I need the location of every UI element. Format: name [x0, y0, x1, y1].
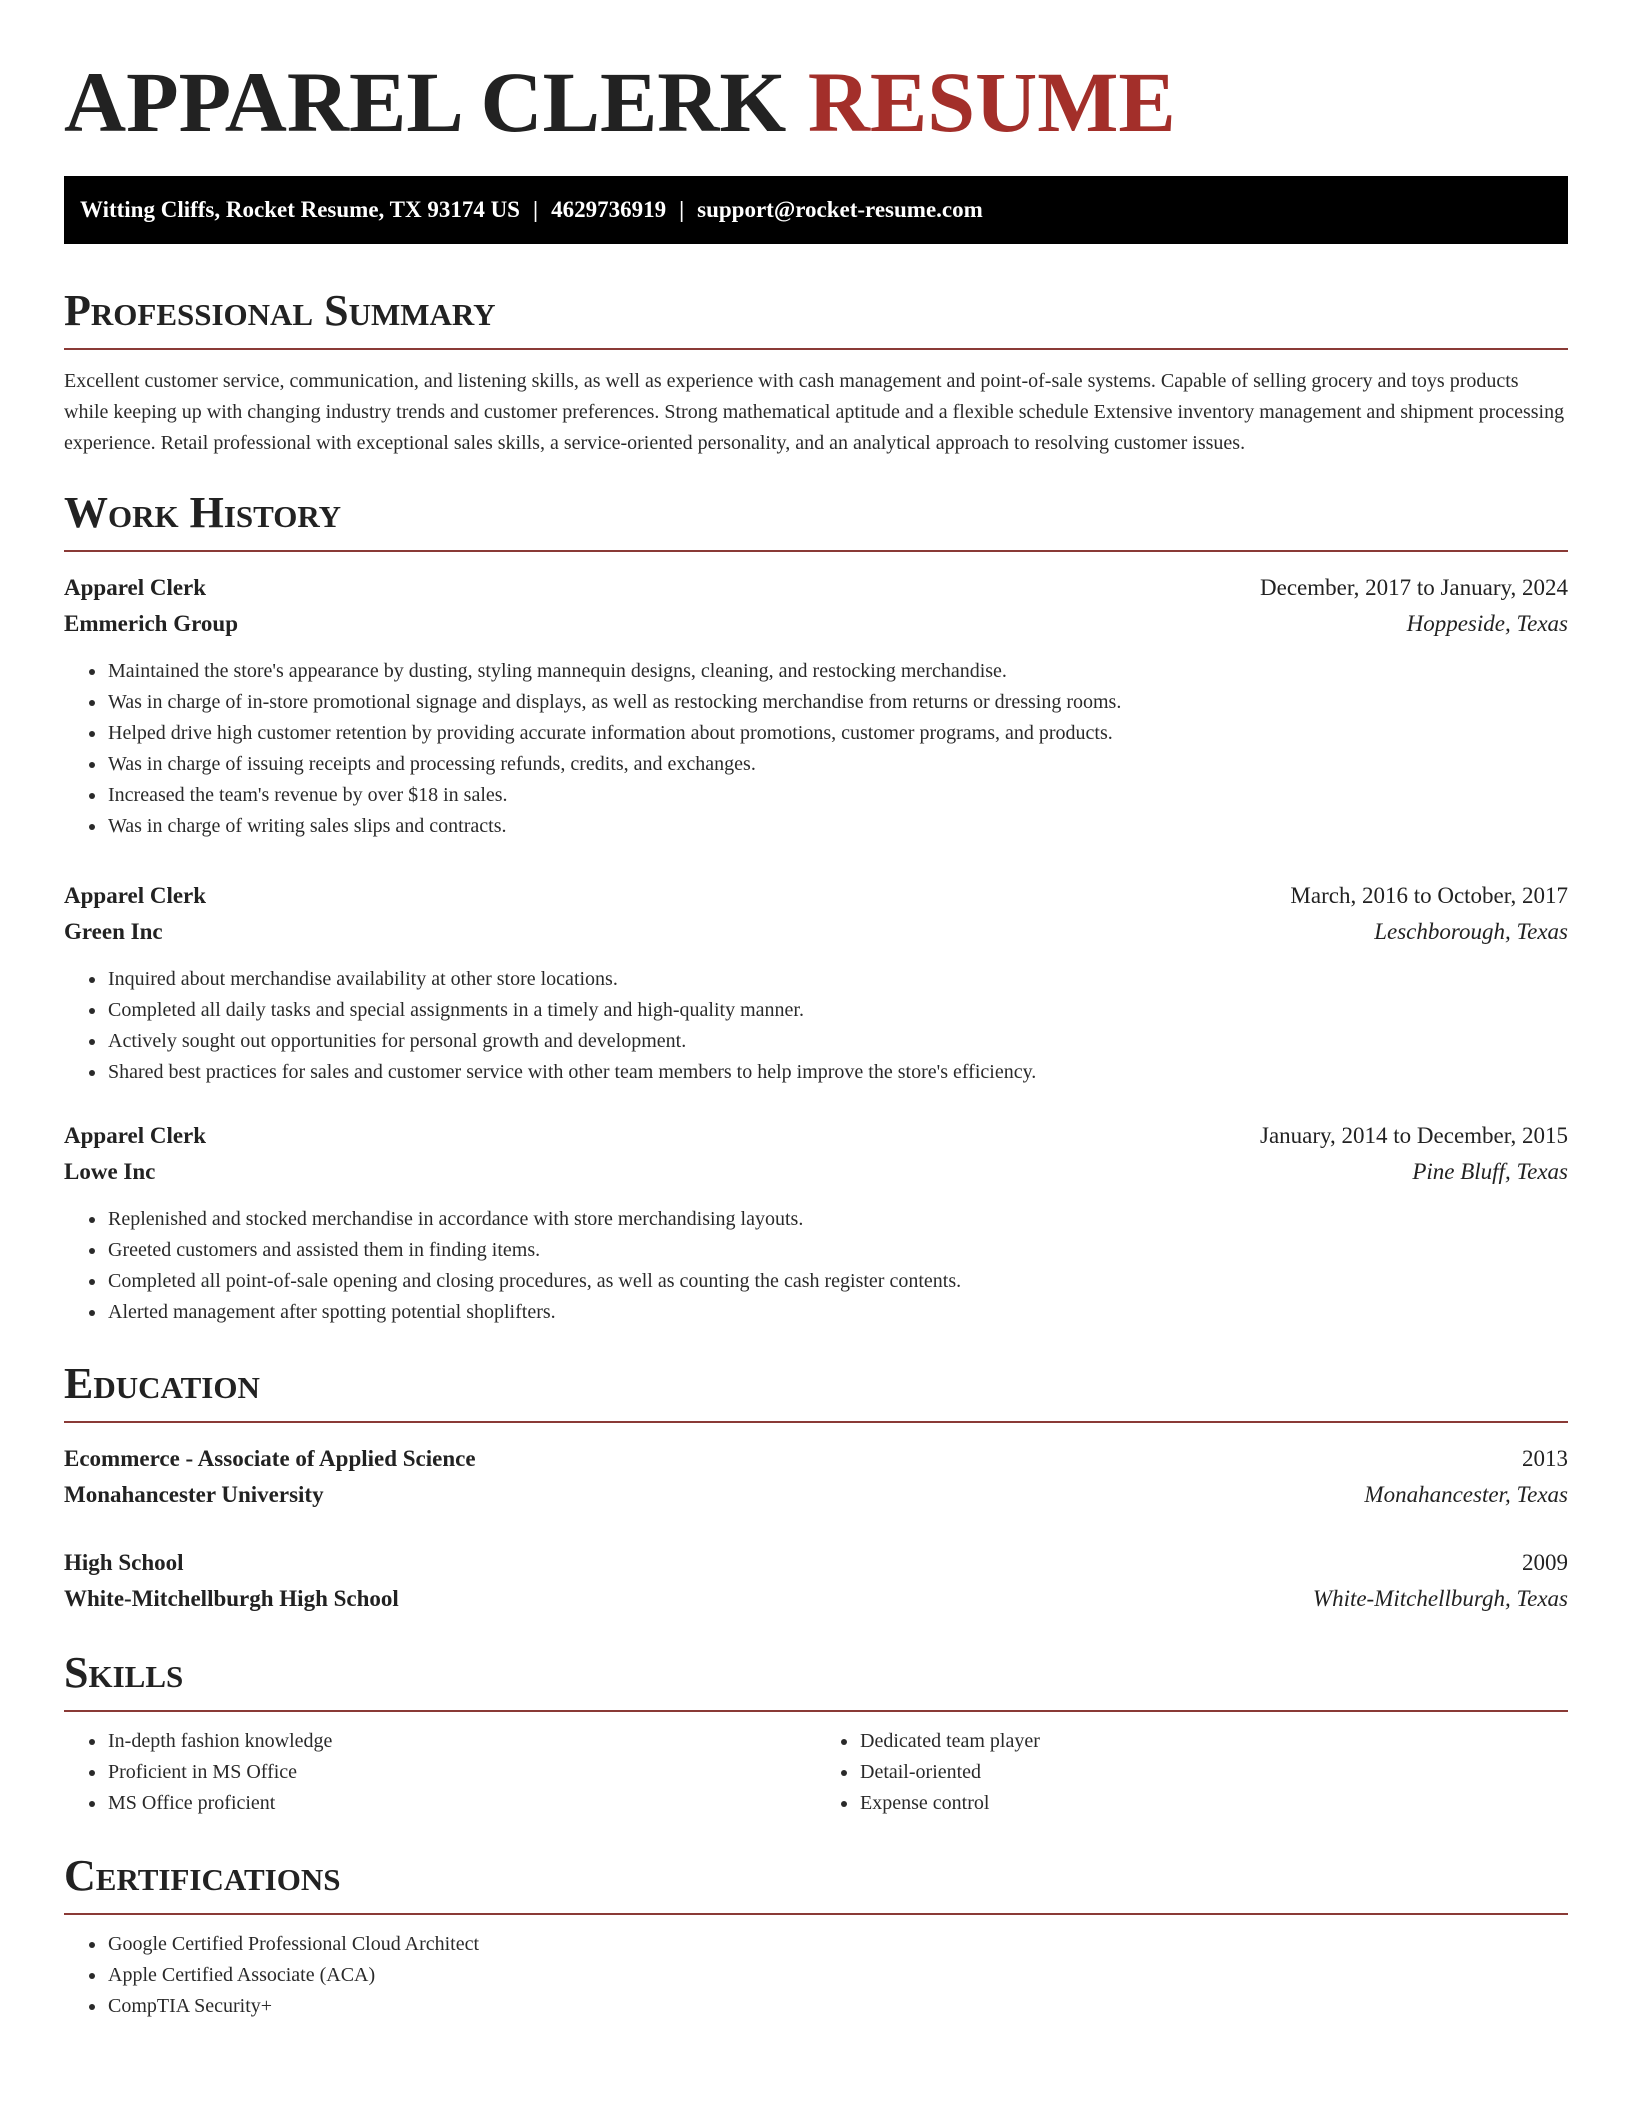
contact-bar — [64, 176, 1568, 244]
skills-list-left — [64, 1726, 816, 1819]
list-item: • Greeted customers and assisted them in finding items. — [107, 1235, 1568, 1266]
job-company: Lowe Inc — [64, 1159, 156, 1184]
job-location: Pine Bluff, Texas — [1412, 1159, 1568, 1184]
list-item: • Was in charge of issuing receipts and processing refunds, credits, and exchanges. — [107, 749, 1568, 780]
list-item: • Apple Certified Associate (ACA) — [107, 1960, 1568, 1991]
certifications-section — [64, 1851, 1568, 2022]
education-location: Monahancester, Texas — [1364, 1482, 1568, 1507]
job-company: Emmerich Group — [64, 611, 238, 636]
list-item: • Expense control — [859, 1788, 1568, 1819]
education-school-row — [64, 1581, 1568, 1617]
section-divider — [64, 550, 1568, 552]
job-entry — [64, 570, 1568, 842]
job-title: Apparel Clerk — [64, 883, 207, 908]
list-item: • Completed all daily tasks and special assignments in a timely and high-quality manner. — [107, 995, 1568, 1026]
summary-section — [64, 286, 1568, 459]
section-heading-work-history: Work History — [64, 488, 342, 537]
education-year: 2013 — [1522, 1446, 1568, 1471]
section-heading-certifications: Certifications — [64, 1851, 341, 1900]
job-company: Green Inc — [64, 919, 163, 944]
section-divider — [64, 1913, 1568, 1915]
section-heading-summary: Professional Summary — [64, 286, 496, 335]
title-main: APPAREL CLERK — [64, 54, 787, 150]
list-item: • Increased the team's revenue by over $18 in sales. — [107, 780, 1568, 811]
list-item: • Dedicated team player — [859, 1726, 1568, 1757]
contact-phone: 4629736919 — [551, 197, 667, 222]
contact-separator: | — [679, 197, 685, 222]
contact-email: support@rocket-resume.com — [697, 197, 983, 222]
education-entry — [64, 1441, 1568, 1513]
job-dates: March, 2016 to October, 2017 — [1290, 883, 1568, 908]
contact-address: Witting Cliffs, Rocket Resume, TX 93174 US — [80, 197, 520, 222]
education-entry — [64, 1545, 1568, 1617]
education-location: White-Mitchellburgh, Texas — [1312, 1586, 1568, 1611]
job-dates: December, 2017 to January, 2024 — [1260, 575, 1568, 600]
job-bullets — [64, 964, 1568, 1088]
list-item: • Was in charge of in-store promotional signage and displays, as well as restocking merchandise from returns or dressing rooms. — [107, 687, 1568, 718]
list-item: • Shared best practices for sales and customer service with other team members to help improve the store's efficiency. — [107, 1057, 1568, 1088]
list-item: • Alerted management after spotting potential shoplifters. — [107, 1297, 1568, 1328]
contact-separator: | — [532, 197, 539, 222]
education-school: White-Mitchellburgh High School — [64, 1586, 399, 1611]
job-title: Apparel Clerk — [64, 575, 207, 600]
job-header-row — [64, 878, 1568, 914]
job-location: Hoppeside, Texas — [1406, 611, 1568, 636]
job-location: Leschborough, Texas — [1374, 919, 1568, 944]
list-item: • Helped drive high customer retention by providing accurate information about promotions, customer programs, and products. — [107, 718, 1568, 749]
list-item: • MS Office proficient — [107, 1788, 816, 1819]
job-company-row — [64, 914, 1568, 950]
work-history-section — [64, 488, 1568, 1328]
list-item: • Detail-oriented — [859, 1757, 1568, 1788]
list-item: • Was in charge of writing sales slips and contracts. — [107, 811, 1568, 842]
job-header-row — [64, 570, 1568, 606]
section-heading-education: Education — [64, 1359, 260, 1408]
education-header-row — [64, 1545, 1568, 1581]
education-school: Monahancester University — [64, 1482, 324, 1507]
certifications-list — [64, 1929, 1568, 2022]
job-entry — [64, 1118, 1568, 1328]
list-item: • Inquired about merchandise availability at other store locations. — [107, 964, 1568, 995]
list-item: • Google Certified Professional Cloud Architect — [107, 1929, 1568, 1960]
summary-text: Excellent customer service, communication, and listening skills, as well as experience with cash management and point-of-sale systems. Capable of selling grocery and toys products while keeping up with changing industry trends and customer preferences. Strong mathematical aptitude and a flexible schedule Extensive inventory management and shipment processing experience. Retail professional with exceptional sales skills, a service-oriented personality, and an analytical approach to resolving customer issues. — [64, 370, 1565, 454]
skills-columns — [64, 1712, 1568, 1819]
job-header-row — [64, 1118, 1568, 1154]
job-dates: January, 2014 to December, 2015 — [1260, 1123, 1568, 1148]
list-item: • Replenished and stocked merchandise in accordance with store merchandising layouts. — [107, 1204, 1568, 1235]
skills-list-right — [816, 1726, 1568, 1819]
job-title: Apparel Clerk — [64, 1123, 207, 1148]
list-item: • Proficient in MS Office — [107, 1757, 816, 1788]
title-accent: RESUME — [807, 54, 1176, 150]
section-divider — [64, 1421, 1568, 1423]
job-bullets — [64, 1204, 1568, 1328]
education-degree: High School — [64, 1550, 184, 1575]
list-item: • Maintained the store's appearance by dusting, styling mannequin designs, cleaning, and restocking merchandise. — [107, 656, 1568, 687]
job-bullets — [64, 656, 1568, 842]
education-year: 2009 — [1522, 1550, 1568, 1575]
list-item: • CompTIA Security+ — [107, 1991, 1568, 2022]
list-item: • In-depth fashion knowledge — [107, 1726, 816, 1757]
education-section — [64, 1359, 1568, 1617]
job-company-row — [64, 1154, 1568, 1190]
section-heading-skills: Skills — [64, 1648, 184, 1697]
education-degree: Ecommerce - Associate of Applied Science — [64, 1446, 476, 1471]
education-school-row — [64, 1477, 1568, 1513]
list-item: • Completed all point-of-sale opening and closing procedures, as well as counting the cash register contents. — [107, 1266, 1568, 1297]
section-divider — [64, 348, 1568, 350]
job-entry — [64, 878, 1568, 1088]
list-item: • Actively sought out opportunities for personal growth and development. — [107, 1026, 1568, 1057]
skills-section — [64, 1648, 1568, 1819]
job-company-row — [64, 606, 1568, 642]
page-title — [64, 0, 1568, 148]
education-header-row — [64, 1441, 1568, 1477]
